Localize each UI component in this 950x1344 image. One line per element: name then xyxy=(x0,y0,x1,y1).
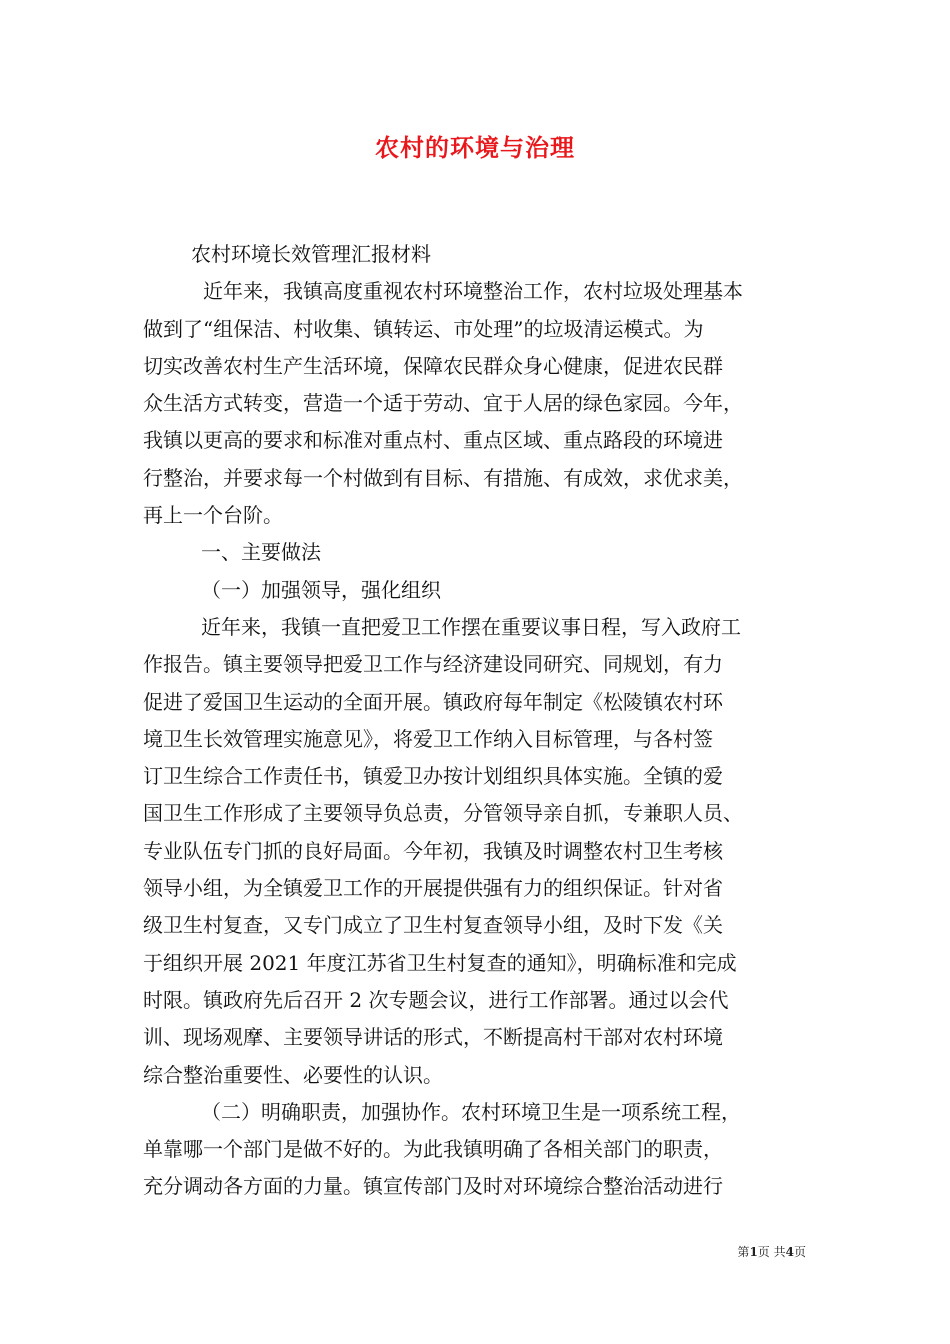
footer-page-number: 1 xyxy=(749,1245,758,1259)
footer-suffix: 页 xyxy=(793,1245,806,1259)
text-line: 行整治，并要求每一个村做到有目标、有措施、有成效，求优求美， xyxy=(143,465,743,490)
text-line: 领导小组，为全镇爱卫工作的开展提供强有力的组织保证。针对省 xyxy=(143,876,723,901)
text-line: 于组织开展 2021 年度江苏省卫生村复查的通知》，明确标准和完成 xyxy=(143,950,737,975)
text-line: 众生活方式转变，营造一个适于劳动、宜于人居的绿色家园。今年， xyxy=(143,391,743,416)
text-line: 作报告。镇主要领导把爱卫工作与经济建设同研究、同规划，有力 xyxy=(143,652,723,677)
page-footer xyxy=(737,1243,806,1261)
text-line: 切实改善农村生产生活环境，保障农民群众身心健康，促进农民群 xyxy=(143,353,723,378)
text-line: 境卫生长效管理实施意见》，将爱卫工作纳入目标管理，与各村签 xyxy=(143,726,713,751)
text-line: 近年来，我镇高度重视农村环境整治工作，农村垃圾处理基本 xyxy=(203,279,743,304)
document-body xyxy=(143,236,808,1206)
text-line: 近年来，我镇一直把爱卫工作摆在重要议事日程，写入政府工 xyxy=(201,614,741,639)
footer-prefix: 第 xyxy=(737,1245,750,1259)
text-line: 充分调动各方面的力量。镇宣传部门及时对环境综合整治活动进行 xyxy=(143,1174,723,1199)
text-line: 订卫生综合工作责任书，镇爱卫办按计划组织具体实施。全镇的爱 xyxy=(143,764,723,789)
text-line: 时限。镇政府先后召开 2 次专题会议，进行工作部署。通过以会代 xyxy=(143,987,729,1012)
text-line: 我镇以更高的要求和标准对重点村、重点区域、重点路段的环境进 xyxy=(143,428,723,453)
text-line: 专业队伍专门抓的良好局面。今年初，我镇及时调整农村卫生考核 xyxy=(143,838,723,863)
footer-total-pages: 4 xyxy=(785,1245,794,1259)
text-line: 农村环境长效管理汇报材料 xyxy=(191,242,431,266)
text-line: 一、主要做法 xyxy=(201,540,321,565)
text-line: 国卫生工作形成了主要领导负总责，分管领导亲自抓，专兼职人员、 xyxy=(143,801,743,826)
text-line: 做到了“组保洁、村收集、镇转运、市处理”的垃圾清运模式。为 xyxy=(143,316,704,341)
text-line: （一）加强领导，强化组织 xyxy=(201,577,441,602)
page-title: 农村的环境与治理 xyxy=(375,133,575,162)
text-line: 综合整治重要性、必要性的认识。 xyxy=(143,1062,443,1087)
footer-middle: 页 共 xyxy=(757,1245,786,1259)
text-line: 促进了爱国卫生运动的全面开展。镇政府每年制定《松陵镇农村环 xyxy=(143,689,723,714)
text-line: 单靠哪一个部门是做不好的。为此我镇明确了各相关部门的职责， xyxy=(143,1137,723,1162)
text-line: 级卫生村复查，又专门成立了卫生村复查领导小组，及时下发《关 xyxy=(143,913,723,938)
text-line: 训、现场观摩、主要领导讲话的形式，不断提高村干部对农村环境 xyxy=(143,1025,723,1050)
text-line: （二）明确职责，加强协作。农村环境卫生是一项系统工程， xyxy=(201,1099,741,1124)
text-line: 再上一个台阶。 xyxy=(143,503,283,528)
